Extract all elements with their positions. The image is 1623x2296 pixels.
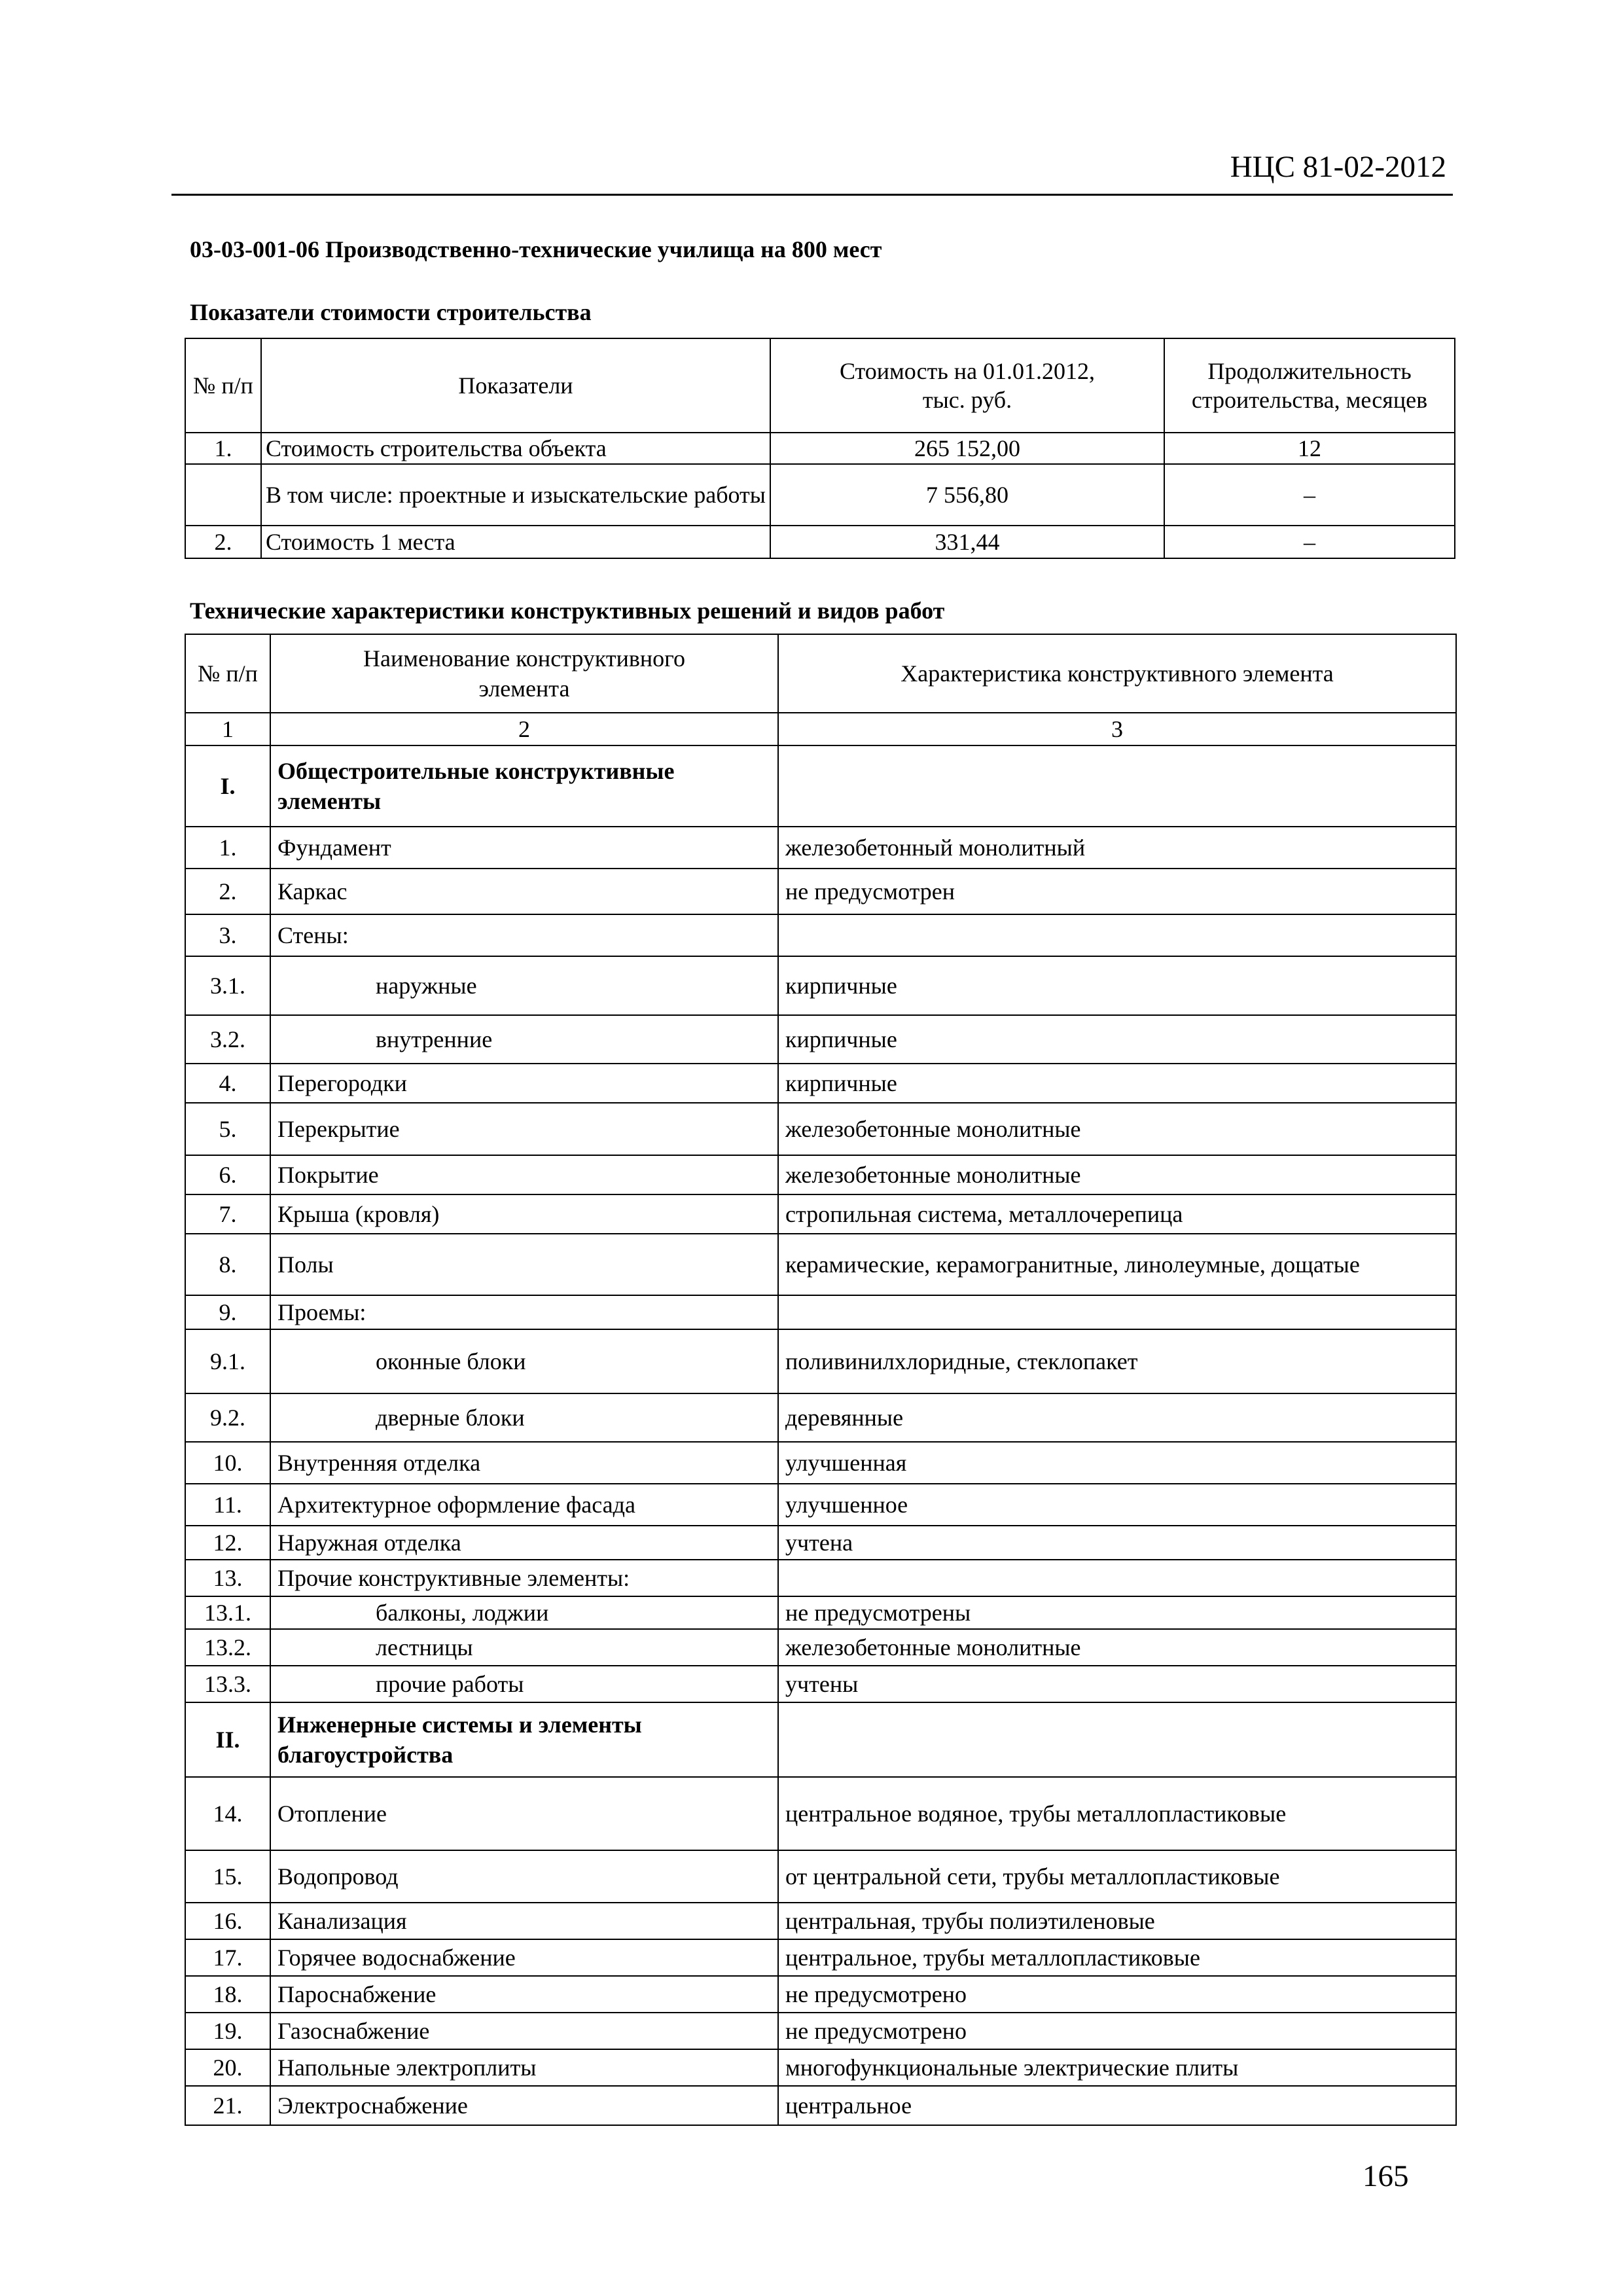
row-number: 4. (185, 1064, 270, 1103)
element-characteristic: не предусмотрены (778, 1596, 1456, 1629)
row-number: 2. (185, 526, 261, 558)
element-characteristic: стропильная система, металлочерепица (778, 1194, 1456, 1234)
element-name: Пароснабжение (270, 1976, 778, 2013)
element-characteristic: учтена (778, 1526, 1456, 1560)
tech-header-name: Наименование конструктивного элемента (270, 634, 778, 713)
element-name: оконные блоки (270, 1329, 778, 1393)
element-characteristic: керамические, керамогранитные, линолеумные, дощатые (778, 1234, 1456, 1295)
cost-indicators-table (185, 338, 1455, 559)
row-number: 3.2. (185, 1015, 270, 1064)
element-characteristic: не предусмотрен (778, 869, 1456, 914)
element-characteristic: деревянные (778, 1393, 1456, 1442)
element-name: Горячее водоснабжение (270, 1939, 778, 1976)
table-row (185, 1666, 1456, 1702)
row-number: 19. (185, 2013, 270, 2049)
tech-header-num: № п/п (185, 634, 270, 713)
tech-header-characteristic: Характеристика конструктивного элемента (778, 634, 1456, 713)
table-row (185, 1393, 1456, 1442)
row-number: 13.1. (185, 1596, 270, 1629)
duration-value: 12 (1164, 433, 1455, 464)
element-characteristic: от центральной сети, трубы металлопластиковые (778, 1850, 1456, 1903)
row-number (185, 464, 261, 526)
row-number: 13.3. (185, 1666, 270, 1702)
element-characteristic: не предусмотрено (778, 2013, 1456, 2049)
table-row (185, 1103, 1456, 1155)
row-number: II. (185, 1702, 270, 1777)
table-row (185, 1064, 1456, 1103)
element-characteristic: железобетонные монолитные (778, 1629, 1456, 1666)
column-number: 2 (270, 713, 778, 745)
element-characteristic: центральная, трубы полиэтиленовые (778, 1903, 1456, 1939)
element-characteristic: поливинилхлоридные, стеклопакет (778, 1329, 1456, 1393)
row-number: 5. (185, 1103, 270, 1155)
row-number: 9. (185, 1295, 270, 1329)
element-characteristic: центральное, трубы металлопластиковые (778, 1939, 1456, 1976)
row-number: 2. (185, 869, 270, 914)
cost-header-indicator: Показатели (261, 338, 770, 433)
table-row (185, 827, 1456, 869)
duration-value: – (1164, 464, 1455, 526)
element-name: внутренние (270, 1015, 778, 1064)
row-number: 17. (185, 1939, 270, 1976)
table-row (185, 1560, 1456, 1596)
header-divider (171, 194, 1453, 196)
element-name: Инженерные системы и элементы благоустройства (270, 1702, 778, 1777)
element-name: Покрытие (270, 1155, 778, 1194)
element-name: Крыша (кровля) (270, 1194, 778, 1234)
row-number: 3.1. (185, 956, 270, 1015)
section-row (185, 745, 1456, 827)
table-row (185, 2086, 1456, 2125)
table-row (185, 1155, 1456, 1194)
table-row (185, 2013, 1456, 2049)
table-row (185, 1295, 1456, 1329)
table-row (185, 956, 1456, 1015)
row-number: 16. (185, 1903, 270, 1939)
element-name: Проемы: (270, 1295, 778, 1329)
element-characteristic: кирпичные (778, 956, 1456, 1015)
cost-value: 7 556,80 (770, 464, 1164, 526)
element-name: Перекрытие (270, 1103, 778, 1155)
element-name: Напольные электроплиты (270, 2049, 778, 2086)
table-row (185, 1976, 1456, 2013)
row-number: 13. (185, 1560, 270, 1596)
table-row (185, 1442, 1456, 1484)
element-characteristic (778, 1560, 1456, 1596)
element-name: Водопровод (270, 1850, 778, 1903)
element-characteristic: не предусмотрено (778, 1976, 1456, 2013)
row-number: 21. (185, 2086, 270, 2125)
row-number: 20. (185, 2049, 270, 2086)
table-row (185, 1629, 1456, 1666)
element-name: Полы (270, 1234, 778, 1295)
page-title: 03-03-001-06 Производственно-технические училища на 800 мест (190, 236, 882, 262)
element-name: Стены: (270, 914, 778, 956)
element-name: Отопление (270, 1777, 778, 1850)
element-characteristic: железобетонные монолитные (778, 1155, 1456, 1194)
row-number: 1. (185, 433, 261, 464)
table-row (185, 526, 1455, 558)
page-number: 165 (1363, 2159, 1409, 2193)
technical-characteristics-table (185, 634, 1457, 2126)
element-name: Внутренняя отделка (270, 1442, 778, 1484)
element-name: Канализация (270, 1903, 778, 1939)
table-row (185, 1850, 1456, 1903)
cost-header-cost: Стоимость на 01.01.2012, тыс. руб. (770, 338, 1164, 433)
element-characteristic: железобетонный монолитный (778, 827, 1456, 869)
cost-value: 265 152,00 (770, 433, 1164, 464)
table-row (185, 433, 1455, 464)
row-number: 10. (185, 1442, 270, 1484)
indicator-name: Стоимость строительства объекта (261, 433, 770, 464)
element-name: Архитектурное оформление фасада (270, 1484, 778, 1526)
element-name: Наружная отделка (270, 1526, 778, 1560)
row-number: I. (185, 745, 270, 827)
section-row (185, 1702, 1456, 1777)
column-number: 3 (778, 713, 1456, 745)
table-row (185, 1484, 1456, 1526)
element-name: прочие работы (270, 1666, 778, 1702)
element-characteristic: улучшенная (778, 1442, 1456, 1484)
indicator-name: Стоимость 1 места (261, 526, 770, 558)
row-number: 12. (185, 1526, 270, 1560)
row-number: 18. (185, 1976, 270, 2013)
element-characteristic: кирпичные (778, 1015, 1456, 1064)
element-name: дверные блоки (270, 1393, 778, 1442)
element-characteristic: кирпичные (778, 1064, 1456, 1103)
table-row (185, 1903, 1456, 1939)
element-characteristic: железобетонные монолитные (778, 1103, 1456, 1155)
element-characteristic (778, 914, 1456, 956)
cost-section-caption: Показатели стоимости строительства (190, 299, 592, 325)
element-name: лестницы (270, 1629, 778, 1666)
row-number: 13.2. (185, 1629, 270, 1666)
element-characteristic: учтены (778, 1666, 1456, 1702)
element-name: Фундамент (270, 827, 778, 869)
row-number: 7. (185, 1194, 270, 1234)
element-characteristic: центральное водяное, трубы металлопластиковые (778, 1777, 1456, 1850)
element-characteristic: многофункциональные электрические плиты (778, 2049, 1456, 2086)
row-number: 8. (185, 1234, 270, 1295)
row-number: 15. (185, 1850, 270, 1903)
element-name: Прочие конструктивные элементы: (270, 1560, 778, 1596)
row-number: 1. (185, 827, 270, 869)
element-characteristic (778, 745, 1456, 827)
indicator-name: В том числе: проектные и изыскательские работы (261, 464, 770, 526)
element-name: балконы, лоджии (270, 1596, 778, 1629)
cost-value: 331,44 (770, 526, 1164, 558)
table-row (185, 1194, 1456, 1234)
document-code: НЦС 81-02-2012 (1230, 150, 1446, 184)
element-characteristic (778, 1702, 1456, 1777)
row-number: 6. (185, 1155, 270, 1194)
element-name: наружные (270, 956, 778, 1015)
element-name: Электроснабжение (270, 2086, 778, 2125)
table-row (185, 1329, 1456, 1393)
row-number: 3. (185, 914, 270, 956)
element-characteristic: улучшенное (778, 1484, 1456, 1526)
table-row (185, 1596, 1456, 1629)
element-characteristic: центральное (778, 2086, 1456, 2125)
element-name: Перегородки (270, 1064, 778, 1103)
duration-value: – (1164, 526, 1455, 558)
element-characteristic (778, 1295, 1456, 1329)
table-row (185, 1526, 1456, 1560)
row-number: 9.1. (185, 1329, 270, 1393)
cost-header-num: № п/п (185, 338, 261, 433)
table-row (185, 1015, 1456, 1064)
table-row (185, 2049, 1456, 2086)
element-name: Каркас (270, 869, 778, 914)
column-number: 1 (185, 713, 270, 745)
table-row (185, 1234, 1456, 1295)
table-row (185, 914, 1456, 956)
table-row (185, 1939, 1456, 1976)
row-number: 9.2. (185, 1393, 270, 1442)
row-number: 11. (185, 1484, 270, 1526)
element-name: Газоснабжение (270, 2013, 778, 2049)
table-row (185, 464, 1455, 526)
element-name: Общестроительные конструктивные элементы (270, 745, 778, 827)
table-row (185, 1777, 1456, 1850)
table-row (185, 869, 1456, 914)
tech-section-caption: Технические характеристики конструктивных решений и видов работ (190, 598, 945, 624)
row-number: 14. (185, 1777, 270, 1850)
cost-header-duration: Продолжительность строительства, месяцев (1164, 338, 1455, 433)
